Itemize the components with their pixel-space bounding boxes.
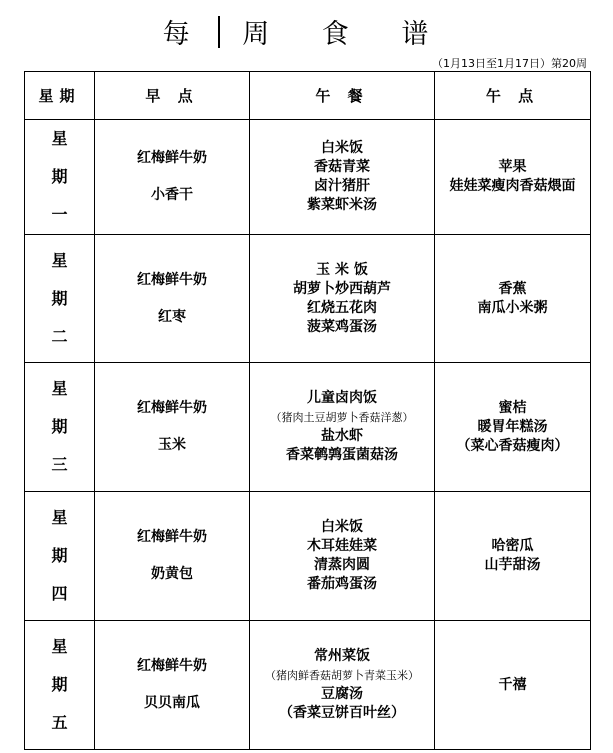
weekday-cell: 星 期 四	[25, 492, 95, 621]
snack-cell: 苹果 娃娃菜瘦肉香菇煨面	[435, 120, 591, 235]
lunch-cell: 儿童卤肉饭 （猪肉土豆胡萝卜香菇洋葱） 盐水虾 香菜鹌鹑蛋菌菇汤	[250, 363, 435, 492]
date-range-subtitle: （1月13日至1月17日）第20周	[432, 57, 587, 70]
table-row	[25, 492, 591, 621]
snack-cell: 香蕉 南瓜小米粥	[435, 235, 591, 363]
table-row	[25, 235, 591, 363]
header-weekday: 星期	[25, 72, 95, 120]
header-snack: 午 点	[435, 72, 591, 120]
snack-cell: 千禧	[435, 621, 591, 750]
breakfast-cell: 红梅鲜牛奶 奶黄包	[95, 492, 250, 621]
weekday-cell: 星 期 三	[25, 363, 95, 492]
table-row	[25, 120, 591, 235]
lunch-cell: 玉 米 饭 胡萝卜炒西葫芦 红烧五花肉 菠菜鸡蛋汤	[250, 235, 435, 363]
weekday-cell: 星 期 五	[25, 621, 95, 750]
breakfast-cell: 红梅鲜牛奶 红枣	[95, 235, 250, 363]
table-row	[25, 363, 591, 492]
snack-cell: 蜜桔 暖胃年糕汤 （菜心香菇瘦肉）	[435, 363, 591, 492]
snack-cell: 哈密瓜 山芋甜汤	[435, 492, 591, 621]
table-row	[25, 621, 591, 750]
weekday-cell: 星 期 二	[25, 235, 95, 363]
breakfast-cell: 红梅鲜牛奶 贝贝南瓜	[95, 621, 250, 750]
breakfast-cell: 红梅鲜牛奶 小香干	[95, 120, 250, 235]
page-title: 每 周 食 谱	[162, 19, 451, 50]
header-breakfast: 早 点	[95, 72, 250, 120]
header-row	[25, 72, 591, 120]
header-lunch: 午 餐	[250, 72, 435, 120]
lunch-cell: 常州菜饭 （猪肉鲜香菇胡萝卜青菜玉米） 豆腐汤 （香菜豆饼百叶丝）	[250, 621, 435, 750]
menu-table	[24, 71, 591, 750]
weekday-cell: 星 期 一	[25, 120, 95, 235]
lunch-cell: 白米饭 香菇青菜 卤汁猪肝 紫菜虾米汤	[250, 120, 435, 235]
lunch-cell: 白米饭 木耳娃娃菜 清蒸肉圆 番茄鸡蛋汤	[250, 492, 435, 621]
breakfast-cell: 红梅鲜牛奶 玉米	[95, 363, 250, 492]
